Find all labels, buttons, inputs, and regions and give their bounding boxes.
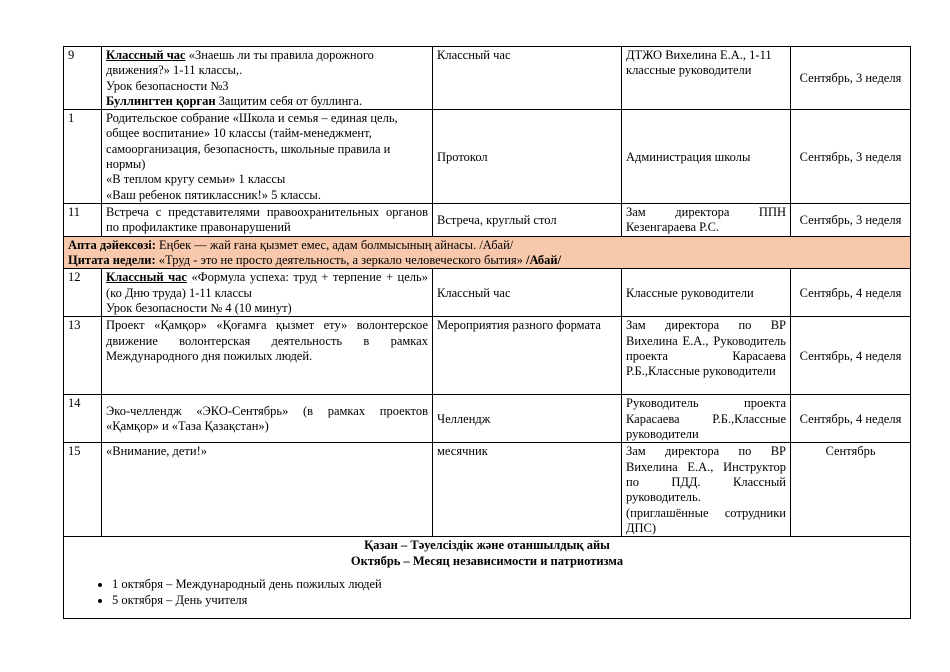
- table-row: [64, 443, 911, 537]
- responsible-cell: Зам директора по ВР Вихелина Е.А., Руководитель проекта Карасаева Р.Б.,Классные руководители: [622, 317, 791, 395]
- date-cell: Сентябрь, 3 неделя: [791, 110, 911, 204]
- responsible-cell: Администрация школы: [622, 110, 791, 204]
- date-cell: Сентябрь, 3 неделя: [791, 204, 911, 237]
- event-cell: Встреча с представителями правоохранительных органов по профилактике правонарушений: [102, 204, 433, 237]
- form-cell: Классный час: [433, 47, 622, 110]
- form-cell: месячник: [433, 443, 622, 537]
- event-cell: Эко-челлендж «ЭКО-Сентябрь» (в рамках проектов «Қамқор» и «Таза Қазақстан»): [102, 395, 433, 443]
- date-cell: Сентябрь, 4 неделя: [791, 269, 911, 317]
- event-text: «Знаешь ли ты правила дорожного движения?» 1-11 классы,.: [106, 48, 374, 78]
- table-row: [64, 269, 911, 317]
- event-cell: [102, 110, 433, 204]
- responsible-cell: Зам директора ППН Кезенгараева Р.С.: [622, 204, 791, 237]
- form-cell: Встреча, круглый стол: [433, 204, 622, 237]
- row-number: 12: [64, 269, 102, 317]
- list-item: • 5 октября – День учителя: [112, 593, 910, 609]
- event-text: «Ваш ребенок пятиклассник!» 5 классы.: [106, 187, 321, 202]
- quote-label-ru: Цитата недели:: [68, 253, 156, 268]
- responsible-cell: ДТЖО Вихелина Е.А., 1-11 классные руководители: [622, 47, 791, 110]
- event-type-label: Классный час: [106, 48, 186, 62]
- row-number: 9: [64, 47, 102, 110]
- event-text: Урок безопасности № 4 (10 минут): [106, 300, 292, 315]
- row-number: 13: [64, 317, 102, 395]
- month-section: [64, 537, 911, 619]
- event-cell: Проект «Қамқор» «Қоғамға қызмет ету» волонтерское движение волонтерская деятельность в рамках Международного дня пожилых людей.: [102, 317, 433, 395]
- responsible-cell: Руководитель проекта Карасаева Р.Б.,Классные руководители: [622, 395, 791, 443]
- quote-label-kz: Апта дәйексөзі:: [68, 237, 156, 252]
- table-row: [64, 110, 911, 204]
- row-number: 14: [64, 395, 102, 443]
- form-cell: Челлендж: [433, 395, 622, 443]
- date-cell: Сентябрь, 4 неделя: [791, 395, 911, 443]
- date-cell: Сентябрь, 4 неделя: [791, 317, 911, 395]
- month-section-row: [64, 537, 911, 619]
- event-text: Родительское собрание «Школа и семья – единая цель, общее воспитание» 10 классы (тайм-менеджмент, самоорганизация, безопасность, школьные правила и нормы): [106, 111, 398, 172]
- row-number: 15: [64, 443, 102, 537]
- event-cell: «Внимание, дети!»: [102, 443, 433, 537]
- quote-of-week: [64, 236, 911, 269]
- month-title-kz: Қазан – Тәуелсіздік және отаншылдық айы: [364, 538, 610, 553]
- event-text: «Формула успеха: труд + терпение + цель» (ко Дню труда) 1-11 классы: [106, 270, 428, 300]
- table-row: [64, 204, 911, 237]
- quote-author: /Абай/: [522, 253, 562, 268]
- responsible-cell: Зам директора по ВР Вихелина Е.А., Инструктор по ПДД. Классный руководитель. (приглашённые сотрудники ДПС): [622, 443, 791, 537]
- form-cell: Протокол: [433, 110, 622, 204]
- list-item: • 1 октября – Международный день пожилых людей: [112, 577, 910, 593]
- event-bold-text: Буллингтен қорған: [106, 93, 216, 108]
- responsible-cell: Классные руководители: [622, 269, 791, 317]
- event-type-label: Классный час: [106, 270, 187, 285]
- date-cell: Сентябрь: [791, 443, 911, 537]
- row-number: 11: [64, 204, 102, 237]
- event-text: Урок безопасности №3: [106, 78, 229, 93]
- quote-text-ru: «Труд - это не просто деятельность, а зеркало человеческого бытия»: [155, 253, 523, 268]
- table-row: [64, 47, 911, 110]
- table-row: [64, 317, 911, 395]
- form-cell: Классный час: [433, 269, 622, 317]
- row-number: 1: [64, 110, 102, 204]
- event-cell: [102, 269, 433, 317]
- quote-row: [64, 236, 911, 269]
- event-cell: [102, 47, 433, 110]
- form-cell: Мероприятия разного формата: [433, 317, 622, 395]
- event-text: «В теплом кругу семьи» 1 классы: [106, 172, 286, 187]
- table-row: [64, 395, 911, 443]
- date-cell: Сентябрь, 3 неделя: [791, 47, 911, 110]
- quote-text-kz: Еңбек — жай ғана қызмет емес, адам болмысының айнасы. /Абай/: [155, 237, 514, 252]
- event-text: Защитим себя от буллинга.: [215, 93, 363, 108]
- month-title-ru: Октябрь – Месяц независимости и патриотизма: [350, 554, 624, 569]
- holiday-list: [64, 577, 910, 608]
- plan-table: [63, 46, 911, 619]
